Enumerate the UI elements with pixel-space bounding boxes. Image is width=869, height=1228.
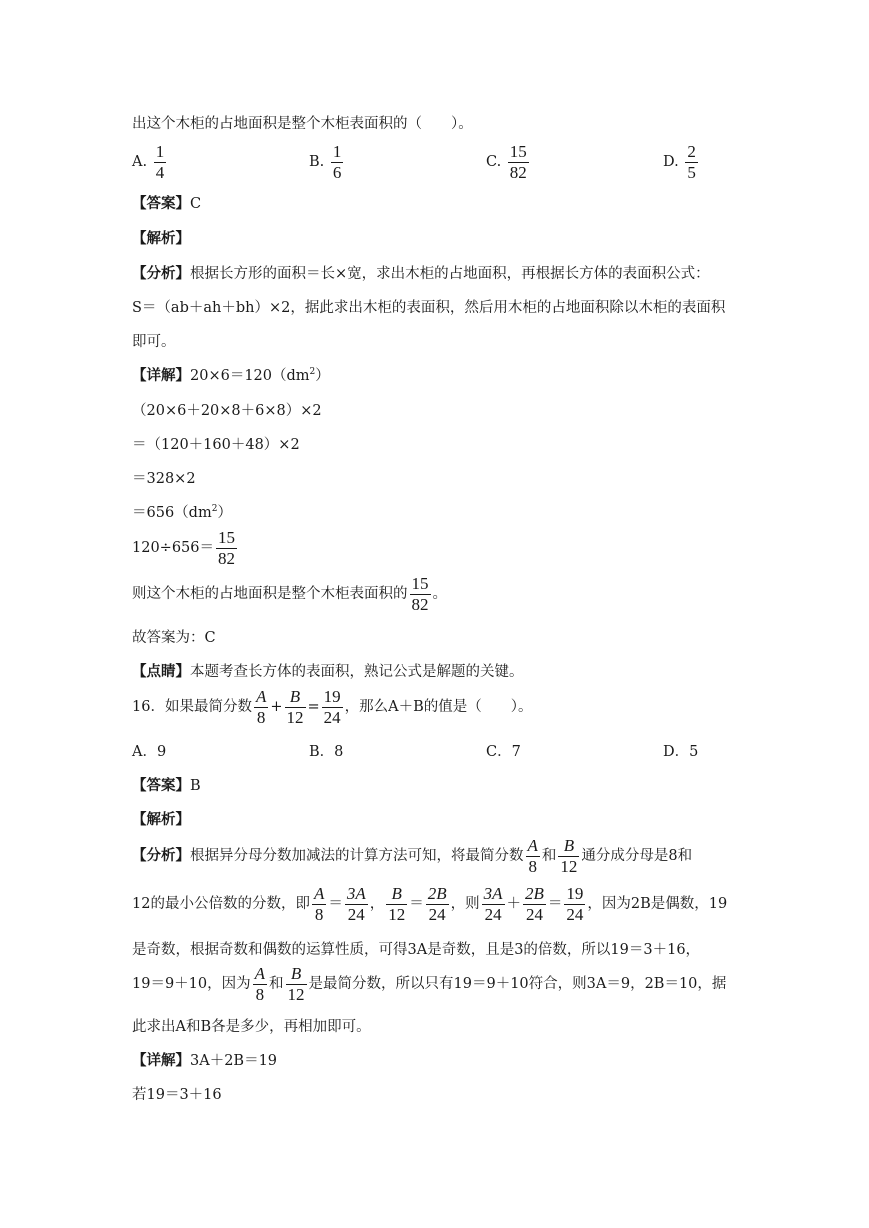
q15-fenxi-1: 【分析】根据长方形的面积＝长×宽，求出木柜的占地面积，再根据长方体的表面积公式：	[132, 265, 710, 282]
q15-analysis-tag: 【解析】	[132, 230, 190, 247]
q15-step-1: 【详解】$20\times 6=120(dm^2)$	[132, 367, 330, 384]
q15-final-answer: 故答案为：C	[132, 630, 216, 646]
q16-fenxi-4: 19＝9＋10，因为 $\frac{A}{8}$ 和 $\frac{B}{12}$ 是最简分数，所以只有19＝9＋10符合，则3A＝9，2B＝10，据	[132, 964, 727, 1004]
q16-analysis-tag: 【解析】	[132, 811, 190, 828]
q15-step-4: ＝328×2	[132, 471, 196, 487]
q15-fenxi-2: S＝（ab＋ah＋bh）×2，据此求出木柜的表面积，然后用木柜的占地面积除以木柜的表面积	[132, 300, 726, 316]
q16-option-a: A．9	[132, 744, 167, 760]
q15-step-2: （20×6＋20×8＋6×8）×2	[132, 403, 322, 419]
q16-fenxi-2: 12的最小公倍数的分数，即 $\frac{A}{8}$ ＝ $\frac{3A}{24}$ ， $\frac{B}{12}$ ＝ $\frac{2B}{24}$ ，则 $\frac{3A}{24}$ ＋ $\frac{2B}{24}$ ＝ $\frac{19}{24}$ ，因为2B是偶数，19	[132, 884, 728, 924]
q15-answer: 【答案】C	[132, 195, 202, 212]
q15-step-5: $=656(dm^2)$	[132, 504, 232, 521]
q15-option-b: B. $\frac{1}{6}$	[309, 142, 342, 182]
q15-conclusion: 则这个木柜的占地面积是整个木柜表面积的 $\frac{15}{82}$ 。	[132, 574, 447, 614]
q15-option-c: C. $\frac{15}{82}$	[486, 142, 527, 182]
q15-option-a: A. $\frac{1}{4}$	[132, 142, 165, 182]
q15-stem-tail: 出这个木柜的占地面积是整个木柜表面积的（ ）。	[132, 116, 473, 132]
q16-fenxi-5: 此求出A和B各是多少，再相加即可。	[132, 1019, 371, 1035]
q16-answer: 【答案】B	[132, 777, 201, 794]
q16-option-c: C．7	[486, 744, 521, 760]
q15-dianjing: 【点睛】本题考查长方体的表面积，熟记公式是解题的关键。	[132, 663, 524, 680]
q16-fenxi-3: 是奇数，根据奇数和偶数的运算性质，可得3A是奇数，且是3的倍数，所以19＝3＋16，	[132, 942, 701, 958]
q15-step-6: 120÷656＝ $\frac{15}{82}$	[132, 528, 236, 568]
q16-stem: 16．如果最简分数 $\frac{A}{8}$ + $\frac{B}{12}$ = $\frac{19}{24}$ ，那么A＋B的值是（ ）。	[132, 687, 533, 727]
q15-option-d: D. $\frac{2}{5}$	[663, 142, 696, 182]
q16-option-b: B．8	[309, 744, 344, 760]
q16-fenxi-1: 【分析】根据异分母分数加减法的计算方法可知，将最简分数 $\frac{A}{8}$ 和 $\frac{B}{12}$ 通分成分母是8和	[132, 836, 693, 876]
q15-fenxi-3: 即可。	[132, 334, 176, 350]
q15-step-3: ＝（120＋160＋48）×2	[132, 437, 300, 453]
q16-detail-1: 【详解】3A＋2B＝19	[132, 1052, 278, 1069]
q16-detail-2: 若19＝3＋16	[132, 1087, 222, 1103]
q16-option-d: D．5	[663, 744, 699, 760]
